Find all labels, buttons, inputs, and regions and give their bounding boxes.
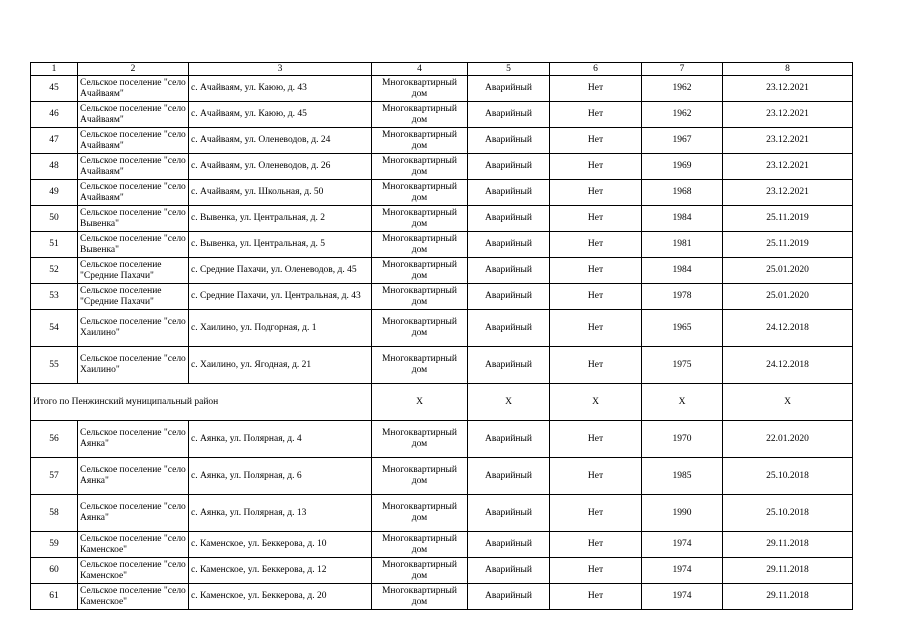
condition-cell: Аварийный bbox=[468, 458, 550, 495]
date-cell: 23.12.2021 bbox=[723, 102, 853, 128]
building-type-cell: Многоквартирный дом bbox=[372, 206, 468, 232]
address-cell: с. Каменское, ул. Беккерова, д. 10 bbox=[189, 532, 372, 558]
total-value-cell: X bbox=[550, 384, 642, 421]
settlement-cell: Сельское поселение "Средние Пахачи" bbox=[78, 258, 189, 284]
date-cell: 25.11.2019 bbox=[723, 206, 853, 232]
flag-cell: Нет bbox=[550, 154, 642, 180]
condition-cell: Аварийный bbox=[468, 284, 550, 310]
settlement-cell: Сельское поселение "село Хаилино" bbox=[78, 347, 189, 384]
table-row bbox=[31, 421, 853, 458]
flag-cell: Нет bbox=[550, 128, 642, 154]
row-number: 58 bbox=[31, 495, 78, 532]
settlement-cell: Сельское поселение "село Вывенка" bbox=[78, 206, 189, 232]
address-cell: с. Ачайваям, ул. Каюю, д. 43 bbox=[189, 76, 372, 102]
building-type-cell: Многоквартирный дом bbox=[372, 584, 468, 610]
settlement-cell: Сельское поселение "село Аянка" bbox=[78, 458, 189, 495]
row-number: 50 bbox=[31, 206, 78, 232]
date-cell: 23.12.2021 bbox=[723, 76, 853, 102]
condition-cell: Аварийный bbox=[468, 76, 550, 102]
flag-cell: Нет bbox=[550, 558, 642, 584]
table-row bbox=[31, 495, 853, 532]
flag-cell: Нет bbox=[550, 258, 642, 284]
settlement-cell: Сельское поселение "село Вывенка" bbox=[78, 232, 189, 258]
table-row bbox=[31, 258, 853, 284]
year-cell: 1967 bbox=[642, 128, 723, 154]
table-row bbox=[31, 310, 853, 347]
condition-cell: Аварийный bbox=[468, 180, 550, 206]
year-cell: 1970 bbox=[642, 421, 723, 458]
building-type-cell: Многоквартирный дом bbox=[372, 532, 468, 558]
building-type-cell: Многоквартирный дом bbox=[372, 76, 468, 102]
row-number: 46 bbox=[31, 102, 78, 128]
building-type-cell: Многоквартирный дом bbox=[372, 154, 468, 180]
column-header: 4 bbox=[372, 63, 468, 76]
row-number: 60 bbox=[31, 558, 78, 584]
year-cell: 1974 bbox=[642, 584, 723, 610]
settlement-cell: Сельское поселение "село Хаилино" bbox=[78, 310, 189, 347]
total-value-cell: X bbox=[723, 384, 853, 421]
condition-cell: Аварийный bbox=[468, 154, 550, 180]
date-cell: 24.12.2018 bbox=[723, 347, 853, 384]
flag-cell: Нет bbox=[550, 232, 642, 258]
table-row bbox=[31, 154, 853, 180]
table-row bbox=[31, 206, 853, 232]
column-number-header-row bbox=[31, 63, 853, 76]
column-header: 8 bbox=[723, 63, 853, 76]
building-type-cell: Многоквартирный дом bbox=[372, 421, 468, 458]
date-cell: 23.12.2021 bbox=[723, 128, 853, 154]
condition-cell: Аварийный bbox=[468, 558, 550, 584]
flag-cell: Нет bbox=[550, 495, 642, 532]
address-cell: с. Ачайваям, ул. Каюю, д. 45 bbox=[189, 102, 372, 128]
address-cell: с. Вывенка, ул. Центральная, д. 2 bbox=[189, 206, 372, 232]
row-number: 51 bbox=[31, 232, 78, 258]
address-cell: с. Средние Пахачи, ул. Оленеводов, д. 45 bbox=[189, 258, 372, 284]
table-row bbox=[31, 128, 853, 154]
settlement-cell: Сельское поселение "Средние Пахачи" bbox=[78, 284, 189, 310]
flag-cell: Нет bbox=[550, 284, 642, 310]
address-cell: с. Ачайваям, ул. Оленеводов, д. 26 bbox=[189, 154, 372, 180]
date-cell: 29.11.2018 bbox=[723, 584, 853, 610]
column-header: 6 bbox=[550, 63, 642, 76]
year-cell: 1974 bbox=[642, 532, 723, 558]
address-cell: с. Каменское, ул. Беккерова, д. 12 bbox=[189, 558, 372, 584]
table-row bbox=[31, 584, 853, 610]
column-header: 1 bbox=[31, 63, 78, 76]
row-number: 57 bbox=[31, 458, 78, 495]
settlement-cell: Сельское поселение "село Ачайваям" bbox=[78, 128, 189, 154]
date-cell: 29.11.2018 bbox=[723, 532, 853, 558]
address-cell: с. Вывенка, ул. Центральная, д. 5 bbox=[189, 232, 372, 258]
building-type-cell: Многоквартирный дом bbox=[372, 102, 468, 128]
flag-cell: Нет bbox=[550, 206, 642, 232]
date-cell: 25.01.2020 bbox=[723, 284, 853, 310]
year-cell: 1984 bbox=[642, 258, 723, 284]
total-row bbox=[31, 384, 853, 421]
column-header: 5 bbox=[468, 63, 550, 76]
settlement-cell: Сельское поселение "село Каменское" bbox=[78, 584, 189, 610]
year-cell: 1981 bbox=[642, 232, 723, 258]
condition-cell: Аварийный bbox=[468, 258, 550, 284]
condition-cell: Аварийный bbox=[468, 421, 550, 458]
date-cell: 24.12.2018 bbox=[723, 310, 853, 347]
building-type-cell: Многоквартирный дом bbox=[372, 558, 468, 584]
building-type-cell: Многоквартирный дом bbox=[372, 128, 468, 154]
date-cell: 29.11.2018 bbox=[723, 558, 853, 584]
flag-cell: Нет bbox=[550, 458, 642, 495]
flag-cell: Нет bbox=[550, 76, 642, 102]
year-cell: 1985 bbox=[642, 458, 723, 495]
date-cell: 23.12.2021 bbox=[723, 154, 853, 180]
date-cell: 23.12.2021 bbox=[723, 180, 853, 206]
address-cell: с. Аянка, ул. Полярная, д. 6 bbox=[189, 458, 372, 495]
settlement-cell: Сельское поселение "село Каменское" bbox=[78, 558, 189, 584]
building-type-cell: Многоквартирный дом bbox=[372, 180, 468, 206]
settlement-cell: Сельское поселение "село Аянка" bbox=[78, 421, 189, 458]
date-cell: 25.11.2019 bbox=[723, 232, 853, 258]
table-row bbox=[31, 347, 853, 384]
address-cell: с. Ачайваям, ул. Оленеводов, д. 24 bbox=[189, 128, 372, 154]
address-cell: с. Хаилино, ул. Ягодная, д. 21 bbox=[189, 347, 372, 384]
total-value-cell: X bbox=[468, 384, 550, 421]
flag-cell: Нет bbox=[550, 310, 642, 347]
row-number: 56 bbox=[31, 421, 78, 458]
table-row bbox=[31, 232, 853, 258]
year-cell: 1990 bbox=[642, 495, 723, 532]
row-number: 47 bbox=[31, 128, 78, 154]
row-number: 55 bbox=[31, 347, 78, 384]
total-value-cell: X bbox=[372, 384, 468, 421]
year-cell: 1978 bbox=[642, 284, 723, 310]
building-type-cell: Многоквартирный дом bbox=[372, 310, 468, 347]
flag-cell: Нет bbox=[550, 421, 642, 458]
table-row bbox=[31, 558, 853, 584]
condition-cell: Аварийный bbox=[468, 495, 550, 532]
column-header: 7 bbox=[642, 63, 723, 76]
row-number: 52 bbox=[31, 258, 78, 284]
row-number: 48 bbox=[31, 154, 78, 180]
condition-cell: Аварийный bbox=[468, 232, 550, 258]
condition-cell: Аварийный bbox=[468, 347, 550, 384]
building-type-cell: Многоквартирный дом bbox=[372, 258, 468, 284]
row-number: 54 bbox=[31, 310, 78, 347]
table-row bbox=[31, 458, 853, 495]
condition-cell: Аварийный bbox=[468, 102, 550, 128]
year-cell: 1962 bbox=[642, 76, 723, 102]
flag-cell: Нет bbox=[550, 347, 642, 384]
address-cell: с. Средние Пахачи, ул. Центральная, д. 43 bbox=[189, 284, 372, 310]
flag-cell: Нет bbox=[550, 584, 642, 610]
condition-cell: Аварийный bbox=[468, 584, 550, 610]
building-type-cell: Многоквартирный дом bbox=[372, 347, 468, 384]
flag-cell: Нет bbox=[550, 532, 642, 558]
year-cell: 1969 bbox=[642, 154, 723, 180]
table-row bbox=[31, 532, 853, 558]
row-number: 45 bbox=[31, 76, 78, 102]
settlement-cell: Сельское поселение "село Ачайваям" bbox=[78, 180, 189, 206]
building-type-cell: Многоквартирный дом bbox=[372, 495, 468, 532]
building-type-cell: Многоквартирный дом bbox=[372, 232, 468, 258]
address-cell: с. Аянка, ул. Полярная, д. 13 bbox=[189, 495, 372, 532]
table-row bbox=[31, 180, 853, 206]
flag-cell: Нет bbox=[550, 180, 642, 206]
table-row bbox=[31, 102, 853, 128]
year-cell: 1975 bbox=[642, 347, 723, 384]
condition-cell: Аварийный bbox=[468, 310, 550, 347]
settlement-cell: Сельское поселение "село Каменское" bbox=[78, 532, 189, 558]
condition-cell: Аварийный bbox=[468, 206, 550, 232]
address-cell: с. Хаилино, ул. Подгорная, д. 1 bbox=[189, 310, 372, 347]
year-cell: 1962 bbox=[642, 102, 723, 128]
settlement-cell: Сельское поселение "село Аянка" bbox=[78, 495, 189, 532]
column-header: 2 bbox=[78, 63, 189, 76]
year-cell: 1974 bbox=[642, 558, 723, 584]
address-cell: с. Каменское, ул. Беккерова, д. 20 bbox=[189, 584, 372, 610]
date-cell: 25.10.2018 bbox=[723, 495, 853, 532]
housing-table bbox=[30, 62, 853, 610]
total-label: Итого по Пенжинский муниципальный район bbox=[31, 384, 372, 421]
row-number: 53 bbox=[31, 284, 78, 310]
row-number: 59 bbox=[31, 532, 78, 558]
settlement-cell: Сельское поселение "село Ачайваям" bbox=[78, 102, 189, 128]
year-cell: 1965 bbox=[642, 310, 723, 347]
settlement-cell: Сельское поселение "село Ачайваям" bbox=[78, 154, 189, 180]
building-type-cell: Многоквартирный дом bbox=[372, 284, 468, 310]
flag-cell: Нет bbox=[550, 102, 642, 128]
address-cell: с. Ачайваям, ул. Школьная, д. 50 bbox=[189, 180, 372, 206]
total-value-cell: X bbox=[642, 384, 723, 421]
year-cell: 1984 bbox=[642, 206, 723, 232]
date-cell: 22.01.2020 bbox=[723, 421, 853, 458]
table-row bbox=[31, 284, 853, 310]
row-number: 61 bbox=[31, 584, 78, 610]
column-header: 3 bbox=[189, 63, 372, 76]
settlement-cell: Сельское поселение "село Ачайваям" bbox=[78, 76, 189, 102]
condition-cell: Аварийный bbox=[468, 532, 550, 558]
year-cell: 1968 bbox=[642, 180, 723, 206]
table-row bbox=[31, 76, 853, 102]
building-type-cell: Многоквартирный дом bbox=[372, 458, 468, 495]
date-cell: 25.10.2018 bbox=[723, 458, 853, 495]
condition-cell: Аварийный bbox=[468, 128, 550, 154]
date-cell: 25.01.2020 bbox=[723, 258, 853, 284]
address-cell: с. Аянка, ул. Полярная, д. 4 bbox=[189, 421, 372, 458]
row-number: 49 bbox=[31, 180, 78, 206]
